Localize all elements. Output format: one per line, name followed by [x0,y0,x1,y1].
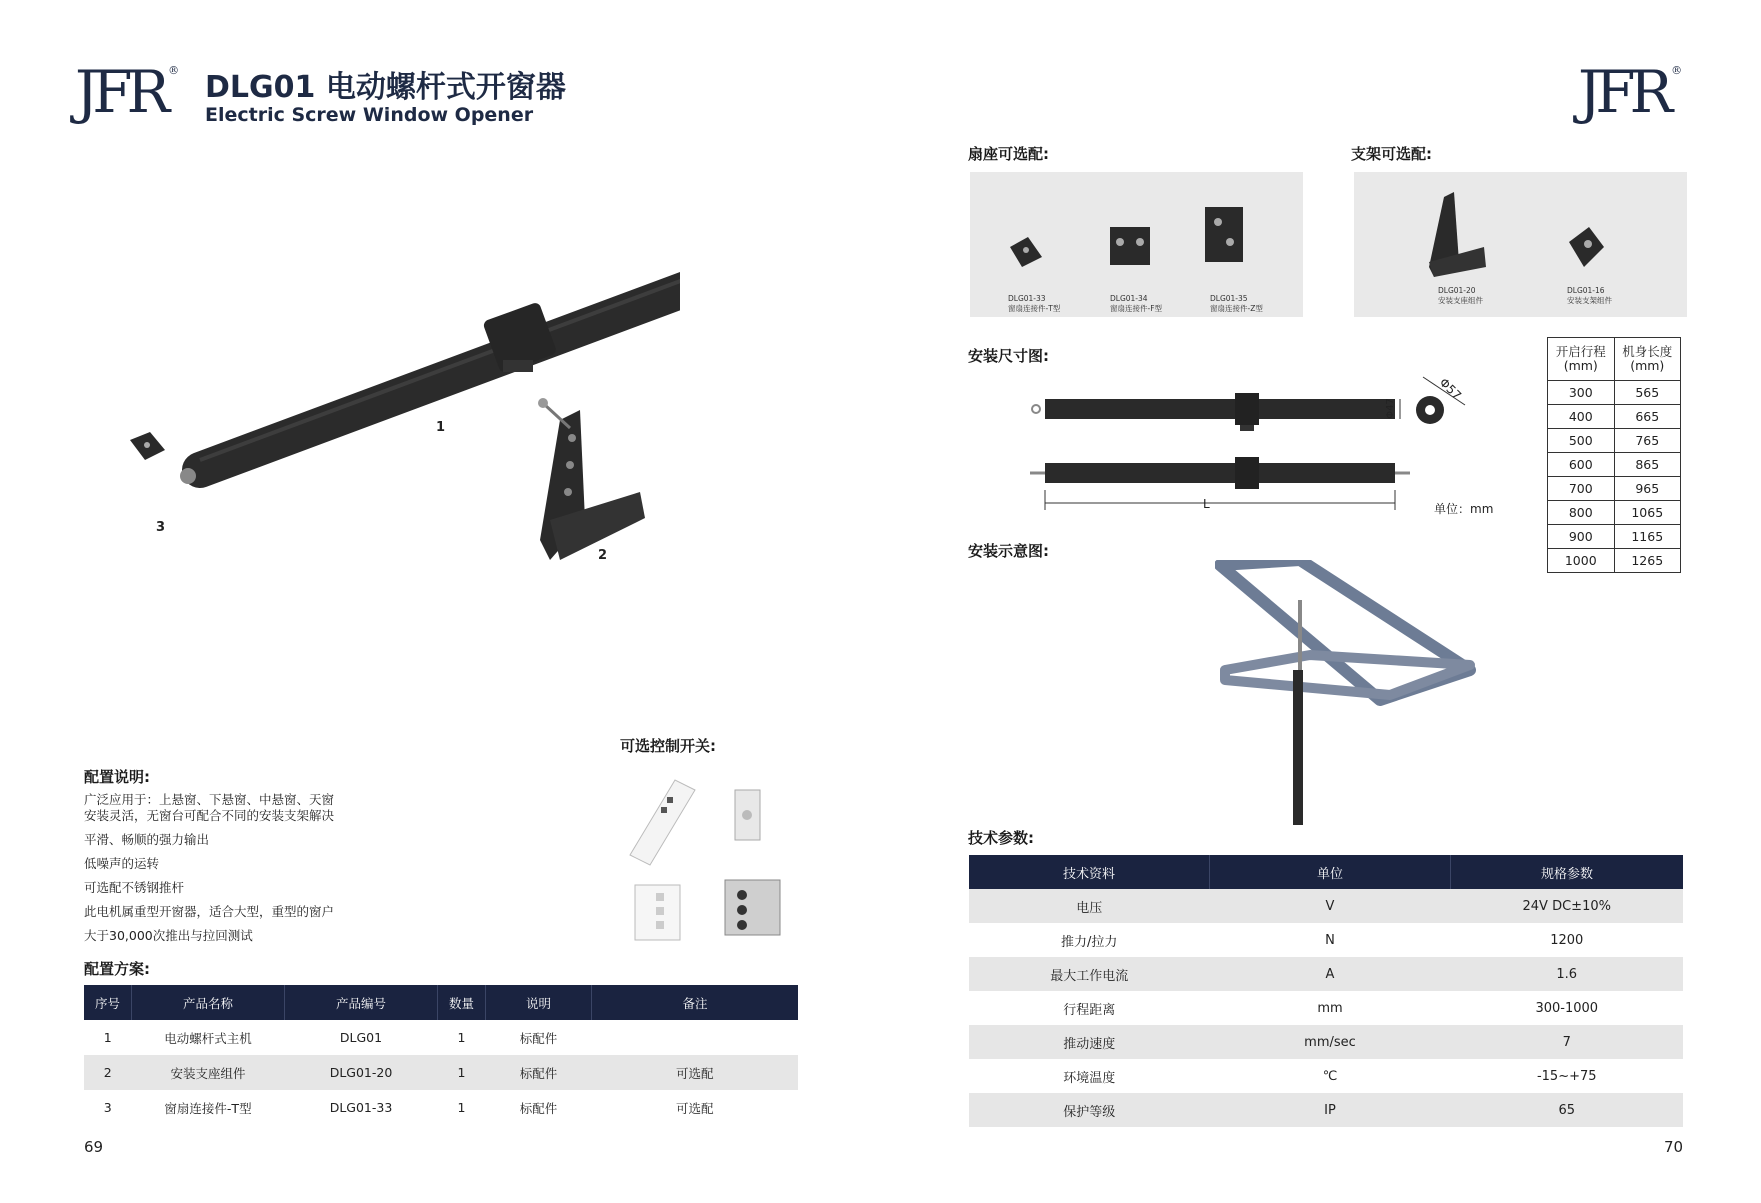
table-cell: 安装支座组件 [132,1055,285,1090]
table-row [1548,453,1681,477]
feature-item: 大于30,000次推出与拉回测试 [84,928,253,943]
remote-control-icon [630,780,695,865]
actuator-body [180,270,680,484]
installation-schematic [1215,560,1485,830]
table-cell: 电动螺杆式主机 [164,1030,252,1046]
table-row [84,1055,798,1090]
table-cell: 1200 [1550,932,1584,948]
actuator-side-bottom [1030,457,1410,510]
sash-item-caption: DLG01-35 窗扇连接件-Z型 [1210,294,1263,313]
table-cell: 500 [1548,429,1615,453]
table-cell: mm [1317,1000,1343,1016]
mounting-bracket [538,398,645,560]
table-row [1548,501,1681,525]
brand-logo-right: JFR ® [1578,58,1683,126]
dim-heading: 安装尺寸图: [968,347,1049,365]
table-cell: 标配件 [486,1055,592,1090]
stroke-length-table [1547,337,1681,573]
wall-switch-icon [735,790,760,840]
table-cell: 1000 [1548,549,1615,573]
table-cell: 800 [1548,501,1615,525]
table-cell: 600 [1548,453,1615,477]
unit-label: 单位：mm [1434,502,1494,516]
table-cell: 可选配 [592,1055,799,1090]
table-row [1548,549,1681,573]
col-header: 序号 [84,985,132,1020]
col-header: 单位 [1210,855,1451,889]
table-cell: 700 [1548,477,1615,501]
table-cell: 665 [1614,405,1681,429]
table-header-row [84,985,798,1020]
table-cell: 865 [1614,453,1681,477]
bracket-parts-images [1354,172,1687,317]
table-cell: 环境温度 [1063,1070,1116,1086]
col-header: 技术资料 [969,855,1210,889]
table-cell: 1 [438,1055,486,1090]
sash-item-caption: DLG01-34 窗扇连接件-F型 [1110,294,1163,313]
col-header: 备注 [592,985,799,1020]
table-cell: 1 [457,1030,466,1045]
bracket-item-caption: DLG01-20 安装支座组件 [1438,286,1483,305]
plan-heading: 配置方案: [84,960,150,978]
table-row [1548,429,1681,453]
part-label-3: 3 [156,520,166,535]
feature-item: 低噪声的运转 [84,856,160,871]
part-label-1: 1 [436,420,446,435]
sash-connector-z-icon [1205,207,1243,262]
bracket-item-caption: DLG01-16 安装支架组件 [1567,286,1612,305]
col-header: 机身长度 (mm) [1614,338,1681,381]
table-cell: 965 [1614,477,1681,501]
table-cell: 推力/拉力 [1061,934,1118,950]
keypad-switch-icon [635,885,680,940]
table-cell: -15~+75 [1536,1068,1597,1084]
feature-item: 此电机属重型开窗器，适合大型，重型的窗户 [84,904,335,919]
feature-list [84,792,384,944]
height-label: Φ47 [1384,398,1396,419]
col-header: 产品编号 [285,985,438,1020]
table-cell: 900 [1548,525,1615,549]
table-cell: 400 [1548,405,1615,429]
support-bracket-icon [1569,227,1604,267]
actuator-side-top [1032,393,1400,431]
length-label: L [1203,497,1210,511]
col-header: 开启行程 (mm) [1548,338,1615,381]
col-header: 说明 [486,985,592,1020]
table-cell: N [1325,932,1335,948]
table-cell: 1 [457,1100,466,1115]
table-cell: 1 [103,1030,112,1045]
feature-item: 广泛应用于：上悬窗、下悬窗、中悬窗、天窗 [84,792,335,807]
table-cell: 可选配 [675,1100,714,1116]
feature-item: 平滑、畅顺的强力输出 [84,832,210,847]
part-label-2: 2 [598,548,608,563]
table-cell: DLG01-33 [329,1100,393,1115]
table-cell: 1.6 [1451,957,1684,991]
table-cell: 保护等级 [969,1093,1210,1127]
table-row [84,1020,798,1055]
table-cell: 24V DC±10% [1451,889,1684,923]
table-cell: 标配件 [519,1030,558,1046]
page-title: DLG01 电动螺杆式开窗器 [205,70,566,105]
table-row [969,889,1683,923]
sash-connector-f-icon [1110,227,1150,265]
table-cell: mm/sec [1210,1025,1451,1059]
table-row [84,1090,798,1125]
table-cell: 推动速度 [969,1025,1210,1059]
table-cell: IP [1210,1093,1451,1127]
table-cell: 565 [1614,381,1681,405]
page-subtitle: Electric Screw Window Opener [205,104,534,126]
sash-options-panel [970,172,1303,317]
page-number-right: 70 [1664,1138,1684,1156]
table-cell: DLG01 [339,1030,383,1045]
config-heading: 配置说明: [84,768,150,786]
bracket-heading: 支架可选配: [1351,145,1432,163]
table-row [969,1059,1683,1093]
mounting-bracket-icon [1429,192,1486,277]
table-cell: 2 [84,1055,132,1090]
spec-table [969,855,1683,1127]
brand-logo-left: JFR ® [75,58,180,126]
sash-connector-t-icon [1010,237,1042,267]
sash-heading: 扇座可选配: [968,145,1049,163]
window-frame [1220,560,1470,700]
table-row [1548,405,1681,429]
table-header-row [1548,338,1681,381]
table-row [1548,525,1681,549]
control-switch-images [620,775,790,950]
table-cell: 窗扇连接件-T型 [164,1100,252,1116]
table-cell [592,1020,799,1055]
table-row [1548,381,1681,405]
sash-connector [130,432,165,460]
switch-heading: 可选控制开关: [620,737,716,755]
table-cell: ℃ [1322,1068,1338,1084]
install-heading: 安装示意图: [968,542,1049,560]
table-row [969,1093,1683,1127]
spec-heading: 技术参数: [968,829,1034,847]
table-row [969,957,1683,991]
col-header: 数量 [438,985,486,1020]
table-cell: 电压 [969,889,1210,923]
sash-item-caption: DLG01-33 窗扇连接件-T型 [1008,294,1061,313]
table-cell: A [1210,957,1451,991]
table-row [969,923,1683,957]
page-number-left: 69 [84,1138,104,1156]
table-cell: 标配件 [519,1100,558,1116]
table-row [1548,477,1681,501]
col-header: 规格参数 [1451,855,1684,889]
table-cell: 7 [1451,1025,1684,1059]
table-cell: 行程距离 [1063,1002,1116,1018]
feature-item: 可选配不锈钢推杆 [84,880,185,895]
feature-item: 安装灵活，无窗台可配合不同的安装支架解决 [84,808,335,823]
actuator-vertical [1298,600,1300,825]
control-box-icon [725,880,780,935]
col-header: 产品名称 [132,985,285,1020]
bracket-options-panel [1354,172,1687,317]
table-cell: 300 [1548,381,1615,405]
product-illustration [120,260,680,570]
table-cell: 65 [1451,1093,1684,1127]
table-cell: V [1210,889,1451,923]
table-cell: 1265 [1614,549,1681,573]
table-row [969,1025,1683,1059]
table-cell: 765 [1614,429,1681,453]
table-cell: DLG01-20 [285,1055,438,1090]
table-header-row [969,855,1683,889]
diameter-label: Φ57 [1436,375,1465,403]
table-cell: 最大工作电流 [969,957,1210,991]
table-row [969,991,1683,1025]
table-cell: 1065 [1614,501,1681,525]
table-cell: 3 [103,1100,112,1115]
config-table [84,985,798,1125]
table-cell: 1165 [1614,525,1681,549]
table-cell: 300-1000 [1535,1000,1599,1016]
dimension-drawing [1025,375,1485,525]
